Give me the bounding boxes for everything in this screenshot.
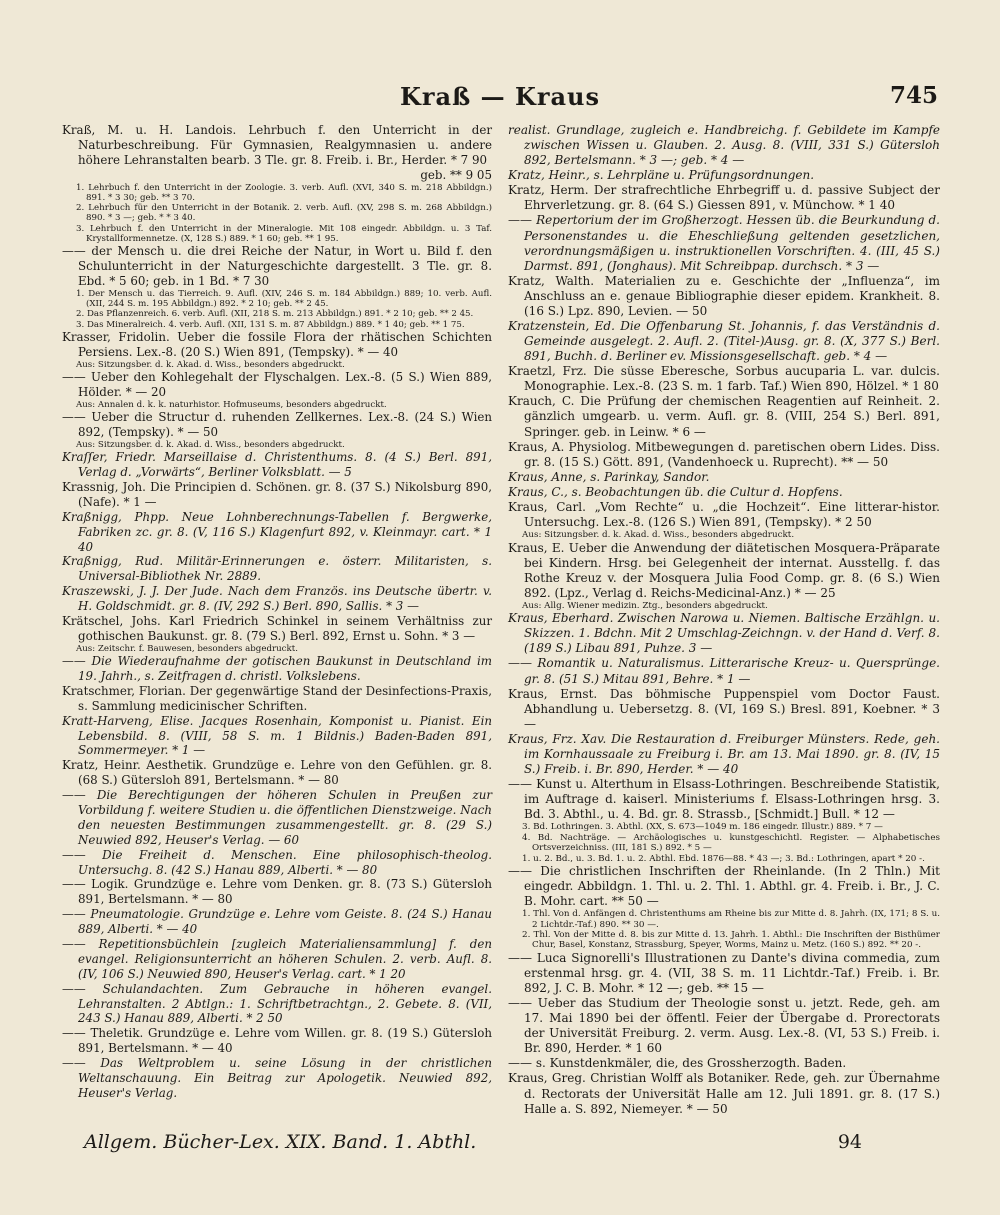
bibliography-entry: Kraus, C., s. Beobachtungen üb. die Cultur d. Hopfens.: [508, 484, 843, 499]
sub-entry: 2. Lehrbuch für den Unterricht in der Botanik. 2. verb. Aufl. (XV, 298 S. m. 268 Abbildgn.) 890. * 3 —; geb. * * 3 40.: [76, 203, 492, 224]
bibliography-entry: Kratz, Heinr., s. Lehrpläne u. Prüfungsordnungen.: [508, 168, 815, 183]
bibliography-entry: —— Schulandachten. Zum Gebrauche in höheren evangel. Lehranstalten. 2 Abtlgn.: 1. Schriftbetrachtgn., 2. Gebete. 8. (VII, 243 S.) Hanau 889, Alberti. * 2 50: [62, 981, 492, 1026]
bibliography-entry: Kraus, A. Physiolog. Mitbewegungen d. paretischen obern Lides. Diss. gr. 8. (15 S.) Gött. 891, (Vandenhoeck u. Ruprecht). ** — 50: [508, 439, 940, 469]
bibliography-entry: —— Romantik u. Naturalismus. Litterarische Kreuz- u. Quersprünge. gr. 8. (51 S.) Mitau 891, Behre. * 1 —: [508, 656, 940, 686]
sub-entry: Aus: Sitzungsber. d. k. Akad. d. Wiss., besonders abgedruckt.: [76, 439, 345, 450]
bibliography-entry: Kratz, Walth. Materialien zu e. Geschichte der „Influenza“, im Anschluss an e. genaue Bibliographie dieser epidem. Krankheit. 8. (16 S.) Lpz. 890, Levien. — 50: [508, 273, 940, 318]
sub-entry: Aus: Zeitschr. f. Bauwesen, besonders abgedruckt.: [76, 643, 298, 654]
bibliography-entry: Kratz, Herm. Der strafrechtliche Ehrbegriff u. d. passive Subject der Ehrverletzung. gr. 8. (64 S.) Giessen 891, v. Münchow. * 1 40: [508, 183, 940, 213]
bibliography-entry: Kraus, Frz. Xav. Die Restauration d. Freiburger Münsters. Rede, geh. im Kornhaussaale zu Freiburg i. Br. am 13. Mai 1890. gr. 8. (IV, 15 S.) Freib. i. Br. 890, Herder. * — 40: [508, 731, 940, 777]
bibliography-entry: Kraus, Eberhard. Zwischen Narowa u. Niemen. Baltische Erzählgn. u. Skizzen. 1. Bdchn. Mit 2 Umschlag-Zeichngn. v. der Hand d. Verf. 8. (189 S.) Libau 891, Puhze. 3 —: [508, 611, 940, 656]
bibliography-entry: —— Das Weltproblem u. seine Lösung in der christlichen Weltanschauung. Ein Beitrag zur Apologetik. Neuwied 892, Heuser's Verlag.: [62, 1056, 492, 1100]
bibliography-entry: —— Kunst u. Alterthum in Elsass-Lothringen. Beschreibende Statistik, im Auftrage d. kaiserl. Ministeriums f. Elsass-Lothringen hrsg. 3. Bd. 3. Abthl., u. 4. Bd. gr. 8. Strassb., [Schmidt.] Bull. * 12 —: [508, 777, 940, 822]
running-title: Kraß — Kraus: [399, 82, 600, 111]
bibliography-entry: —— Luca Signorelli's Illustrationen zu Dante's divina commedia, zum erstenmal hrsg. gr. 4. (VII, 38 S. m. 11 Lichtdr.-Taf.) Freib. i. Br. 892, J. C. B. Mohr. * 12 —; geb. ** 15 —: [508, 950, 940, 995]
bibliography-entry: —— Pneumatologie. Grundzüge e. Lehre vom Geiste. 8. (24 S.) Hanau 889, Alberti. * — 40: [62, 907, 492, 937]
bibliography-entry: Kraßnigg, Phpp. Neue Lohnberechnungs-Tabellen f. Bergwerke, Fabriken zc. gr. 8. (V, 116 S.) Klagenfurt 892, v. Kleinmayr. cart. * 1 40: [62, 509, 492, 554]
bibliography-entry: Krätschel, Johs. Karl Friedrich Schinkel in seinem Verhältniss zur gothischen Baukunst. gr. 8. (79 S.) Berl. 892, Ernst u. Sohn. * 3 —: [62, 614, 492, 643]
bibliography-entry: —— Die Berechtigungen der höheren Schulen in Preußen zur Vorbildung f. weitere Studien u. die öffentlichen Dienstzweige. Nach den neuesten Bestimmungen zusammengestellt. gr. 8. (29 S.) Neuwied 892, Heuser's Verlag. — 60: [62, 788, 492, 847]
bibliography-entry: Kratz, Heinr. Aesthetik. Grundzüge e. Lehre von den Gefühlen. gr. 8. (68 S.) Gütersloh 891, Bertelsmann. * — 80: [62, 758, 492, 788]
bibliography-entry: Kraß, M. u. H. Landois. Lehrbuch f. den Unterricht in der Naturbeschreibung. Für Gymnasien, Realgymnasien u. andere höhere Lehranstalten bearb. 3 Tle. gr. 8. Freib. i. Br., Herder. * 7 90: [62, 123, 492, 167]
bibliography-entry: Kraus, Anne, s. Parinkay, Sandor.: [508, 469, 710, 484]
bibliography-entry: geb. ** 9 05: [420, 167, 492, 182]
bibliography-entry: —— s. Kunstdenkmäler, die, des Grossherzogth. Baden.: [508, 1056, 847, 1071]
sub-entry: Aus: Allg. Wiener medizin. Ztg., besonders abgedruckt.: [522, 600, 768, 611]
bibliography-entry: —— Repertorium der im Großherzogt. Hessen üb. die Beurkundung d. Personenstandes u. die Eheschließung geltenden gesetzlichen, verordnungsmäßigen u. instruktionellen Vorschriften. 4. (III, 45 S.) Darmst. 891, (Jonghaus). Mit Schreibpap. durchsch. * 3 —: [508, 213, 940, 273]
bibliography-entry: realist. Grundlage, zugleich e. Handbreichg. f. Gebildete im Kampfe zwischen Wissen u. Glauben. 2. Ausg. 8. (VIII, 331 S.) Gütersloh 892, Bertelsmann. * 3 —; geb. * 4 —: [508, 123, 940, 168]
bibliography-entry: —— Ueber die Structur d. ruhenden Zellkernes. Lex.-8. (24 S.) Wien 892, (Tempsky). * — 50: [62, 410, 492, 440]
page-header: [0, 82, 1000, 112]
bibliography-entry: Kraus, Greg. Christian Wolff als Botaniker. Rede, geh. zur Übernahme d. Rectorats der Universität Halle am 12. Juli 1891. gr. 8. (17 S.) Halle a. S. 892, Niemeyer. * — 50: [508, 1071, 940, 1116]
sub-entry: Aus: Annalen d. k. k. naturhistor. Hofmuseums, besonders abgedruckt.: [76, 399, 387, 410]
sub-entry: 3. Lehrbuch f. den Unterricht in der Mineralogie. Mit 108 eingedr. Abbildgn. u. 3 Taf. Krystallformennetze. (X, 128 S.) 889. * 1 60; geb. ** 1 95.: [76, 223, 492, 244]
bibliography-entry: —— Die christlichen Inschriften der Rheinlande. (In 2 Thln.) Mit eingedr. Abbildgn. 1. Thl. u. 2. Thl. 1. Abthl. gr. 4. Freib. i. Br., J. C. B. Mohr. cart. ** 50 —: [508, 863, 940, 909]
bibliography-entry: Kraßnigg, Rud. Militär-Erinnerungen e. österr. Militaristen, s. Universal-Bibliothek Nr. 2889.: [62, 554, 492, 584]
bibliography-entry: Kraus, Carl. „Vom Rechte“ u. „die Hochzeit“. Eine litterar-histor. Untersuchg. Lex.-8. (126 S.) Wien 891, (Tempsky). * 2 50: [508, 499, 940, 530]
bibliography-entry: Kratt-Harveng, Elise. Jacques Rosenhain, Komponist u. Pianist. Ein Lebensbild. 8. (VIII, 58 S. m. 1 Bildnis.) Baden-Baden 891, Sommermeyer. * 1 —: [62, 713, 492, 758]
sub-entry: 2. Thl. Von der Mitte d. 8. bis zur Mitte d. 13. Jahrh. 1. Abthl.: Die Inschriften der Bisthümer Chur, Basel, Konstanz, Strassburg, Speyer, Worms, Mainz u. Metz. (160 S.) 892. ** 20 -.: [522, 930, 940, 951]
bibliography-entry: —— der Mensch u. die drei Reiche der Natur, in Wort u. Bild f. den Schulunterricht in der Naturgeschichte dargestellt. 3 Tle. gr. 8. Ebd. * 5 60; geb. in 1 Bd. * 7 30: [62, 244, 492, 289]
sub-entry: 1. Lehrbuch f. den Unterricht in der Zoologie. 3. verb. Aufl. (XVI, 340 S. m. 218 Abbildgn.) 891. * 3 30; geb. ** 3 70.: [76, 182, 492, 203]
bibliography-entry: Kraetzl, Frz. Die süsse Eberesche, Sorbus aucuparia L. var. dulcis. Monographie. Lex.-8. (23 S. m. 1 farb. Taf.) Wien 890, Hölzel. * 1 80: [508, 364, 940, 394]
bibliography-entry: Kraſſer, Friedr. Marseillaise d. Christenthums. 8. (4 S.) Berl. 891, Verlag d. „Vorwärts“, Berliner Volksblatt. — 5: [62, 450, 492, 480]
bibliography-entry: —— Ueber den Kohlegehalt der Flyschalgen. Lex.-8. (5 S.) Wien 889, Hölder. * — 20: [62, 370, 492, 399]
sub-entry: 1. Der Mensch u. das Tierreich. 9. Aufl. (XIV, 246 S. m. 184 Abbildgn.) 889; 10. verb. Aufl. (XII, 244 S. m. 195 Abbildgn.) 892. * 2 10; geb. ** 2 45.: [76, 288, 492, 310]
bibliography-entry: —— Repetitionsbüchlein [zugleich Materialiensammlung] f. den evangel. Religionsunterricht an höheren Schulen. 2. verb. Aufl. 8. (IV, 106 S.) Neuwied 890, Heuser's Verlag. cart. * 1 20: [62, 937, 492, 981]
sub-entry: 2. Das Pflanzenreich. 6. verb. Aufl. (XII, 218 S. m. 213 Abbildgn.) 891. * 2 10; geb. ** 2 45.: [76, 309, 474, 320]
left-column: [62, 123, 492, 1101]
sub-entry: Aus: Sitzungsber. d. k. Akad. d. Wiss., besonders abgedruckt.: [76, 359, 345, 370]
right-column: [508, 123, 940, 1117]
sub-entry: 3. Das Mineralreich. 4. verb. Aufl. (XII, 131 S. m. 87 Abbildgn.) 889. * 1 40; geb. ** 1 75.: [76, 319, 465, 330]
bibliography-entry: —— Ueber das Studium der Theologie sonst u. jetzt. Rede, geh. am 17. Mai 1890 bei der öffentl. Feier der Übergabe d. Prorectorats der Universität Freiburg. 2. verm. Ausg. Lex.-8. (VI, 53 S.) Freib. i. Br. 890, Herder. * 1 60: [508, 996, 940, 1056]
bibliography-entry: Krasser, Fridolin. Ueber die fossile Flora der rhätischen Schichten Persiens. Lex.-8. (20 S.) Wien 891, (Tempsky). * — 40: [62, 330, 492, 359]
bibliography-entry: —— Die Freiheit d. Menschen. Eine philosophisch-theolog. Untersuchg. 8. (42 S.) Hanau 889, Alberti. * — 80: [62, 847, 492, 877]
bibliography-entry: Kratzenstein, Ed. Die Offenbarung St. Johannis, f. das Verständnis d. Gemeinde ausgelegt. 2. Aufl. 2. (Titel-)Ausg. gr. 8. (X, 377 S.) Berl. 891, Buchh. d. Berliner ev. Missionsgesellschaft. geb. * 4 —: [508, 319, 940, 364]
footer-series: Allgem. Bücher-Lex. XIX. Band. 1. Abthl.: [84, 1131, 477, 1153]
bibliography-entry: Krauch, C. Die Prüfung der chemischen Reagentien auf Reinheit. 2. gänzlich umgearb. u. verm. Aufl. gr. 8. (VIII, 254 S.) Berl. 891, Springer. geb. in Leinw. * 6 —: [508, 394, 940, 439]
sub-entry: Aus: Sitzungsber. d. k. Akad. d. Wiss., besonders abgedruckt.: [522, 530, 795, 541]
sheet-signature: 94: [837, 1131, 862, 1153]
bibliography-entry: Kraus, E. Ueber die Anwendung der diätetischen Mosquera-Präparate bei Kindern. Hrsg. bei Gelegenheit der internat. Ausstellg. f. das Rothe Kreuz v. der Mosquera Julia Food Comp. gr. 8. (6 S.) Wien 892. (Lpz., Verlag d. Reichs-Medicinal-Anz.) * — 25: [508, 540, 940, 600]
bibliography-entry: Kraszewski, J. J. Der Jude. Nach dem Französ. ins Deutsche übertr. v. H. Goldschmidt. gr. 8. (IV, 292 S.) Berl. 890, Sallis. * 3 —: [62, 584, 492, 614]
page-number: 745: [889, 82, 938, 109]
sub-entry: 3. Bd. Lothringen. 3. Abthl. (XX, S. 673—1049 m. 186 eingedr. Illustr.) 889. * 7 —: [522, 822, 883, 833]
bibliography-entry: Kratschmer, Florian. Der gegenwärtige Stand der Desinfections-Praxis, s. Sammlung medicinischer Schriften.: [62, 683, 492, 713]
sub-entry: 1. u. 2. Bd., u. 3. Bd. 1. u. 2. Abthl. Ebd. 1876—88. * 43 —; 3. Bd.: Lothringen, apart * 20 -.: [522, 853, 925, 864]
bibliography-entry: Kraus, Ernst. Das böhmische Puppenspiel vom Doctor Faust. Abhandlung u. Uebersetzg. 8. (VI, 169 S.) Bresl. 891, Koebner. * 3 —: [508, 686, 940, 731]
bibliography-entry: —— Theletik. Grundzüge e. Lehre vom Willen. gr. 8. (19 S.) Gütersloh 891, Bertelsmann. * — 40: [62, 1026, 492, 1056]
page-footer: [62, 1131, 942, 1161]
bibliography-entry: —— Logik. Grundzüge e. Lehre vom Denken. gr. 8. (73 S.) Gütersloh 891, Bertelsmann. * — 80: [62, 877, 492, 907]
sub-entry: 4. Bd. Nachträge. — Archäologisches u. kunstgeschichtl. Register. — Alphabetisches Ortsverzeichniss. (III, 181 S.) 892. * 5 —: [522, 832, 940, 854]
bibliography-entry: —— Die Wiederaufnahme der gotischen Baukunst in Deutschland im 19. Jahrh., s. Zeitfragen d. christl. Volkslebens.: [62, 654, 492, 683]
bibliography-entry: Krassnig, Joh. Die Principien d. Schönen. gr. 8. (37 S.) Nikolsburg 890, (Nafe). * 1 —: [62, 480, 492, 509]
sub-entry: 1. Thl. Von d. Anfängen d. Christenthums am Rheine bis zur Mitte d. 8. Jahrh. (IX, 171; 8 S. u. 2 Lichtdr.-Taf.) 890. ** 30 —.: [522, 909, 940, 930]
